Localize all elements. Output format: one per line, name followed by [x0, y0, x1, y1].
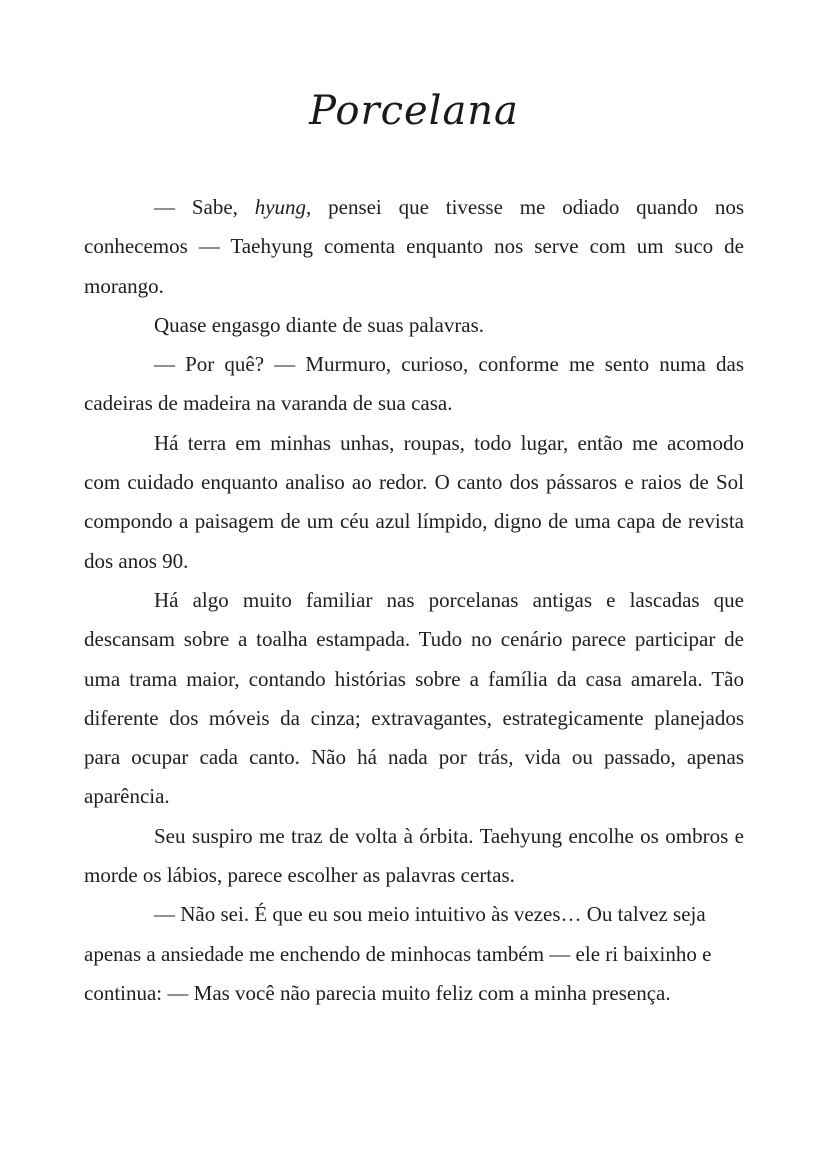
paragraph: Há terra em minhas unhas, roupas, todo lugar, então me acomodo com cuidado enquanto analiso ao redor. O canto dos pássaros e raios de Sol compondo a paisagem de um céu azul límpido, digno de uma capa de revista dos anos 90.	[84, 430, 744, 573]
paragraph-text-before: — Sabe,	[154, 195, 255, 219]
paragraph	[84, 188, 744, 306]
paragraph: Quase engasgo diante de suas palavras.	[154, 312, 485, 337]
paragraph: — Não sei. É que eu sou meio intuitivo às vezes… Ou talvez seja apenas a ansiedade me enchendo de minhocas também — ele ri baixinho e continua: — Mas você não parecia muito feliz com a minha presença.	[84, 902, 712, 1005]
paragraph-italic-word: hyung	[254, 195, 307, 219]
paragraph: Há algo muito familiar nas porcelanas antigas e lascadas que descansam sobre a toalha estampada. Tudo no cenário parece participar de uma trama maior, contando histórias sobre a família da casa amarela. Tão diferente dos móveis da cinza; extravagantes, estrategicamente planejados para ocupar cada canto. Não há nada por trás, vida ou passado, apenas aparência.	[84, 587, 744, 809]
paragraph: — Por quê? — Murmuro, curioso, conforme me sento numa das cadeiras de madeira na varanda de sua casa.	[84, 352, 744, 416]
paragraph-text-after: , pensei que tivesse me odiado quando nos conhecemos — Taehyung comenta enquanto nos serve com um suco de morango.	[84, 195, 744, 298]
chapter-body	[84, 188, 744, 1013]
chapter-title: Porcelana	[309, 88, 519, 134]
paragraph: Seu suspiro me traz de volta à órbita. Taehyung encolhe os ombros e morde os lábios, parece escolher as palavras certas.	[84, 823, 744, 888]
